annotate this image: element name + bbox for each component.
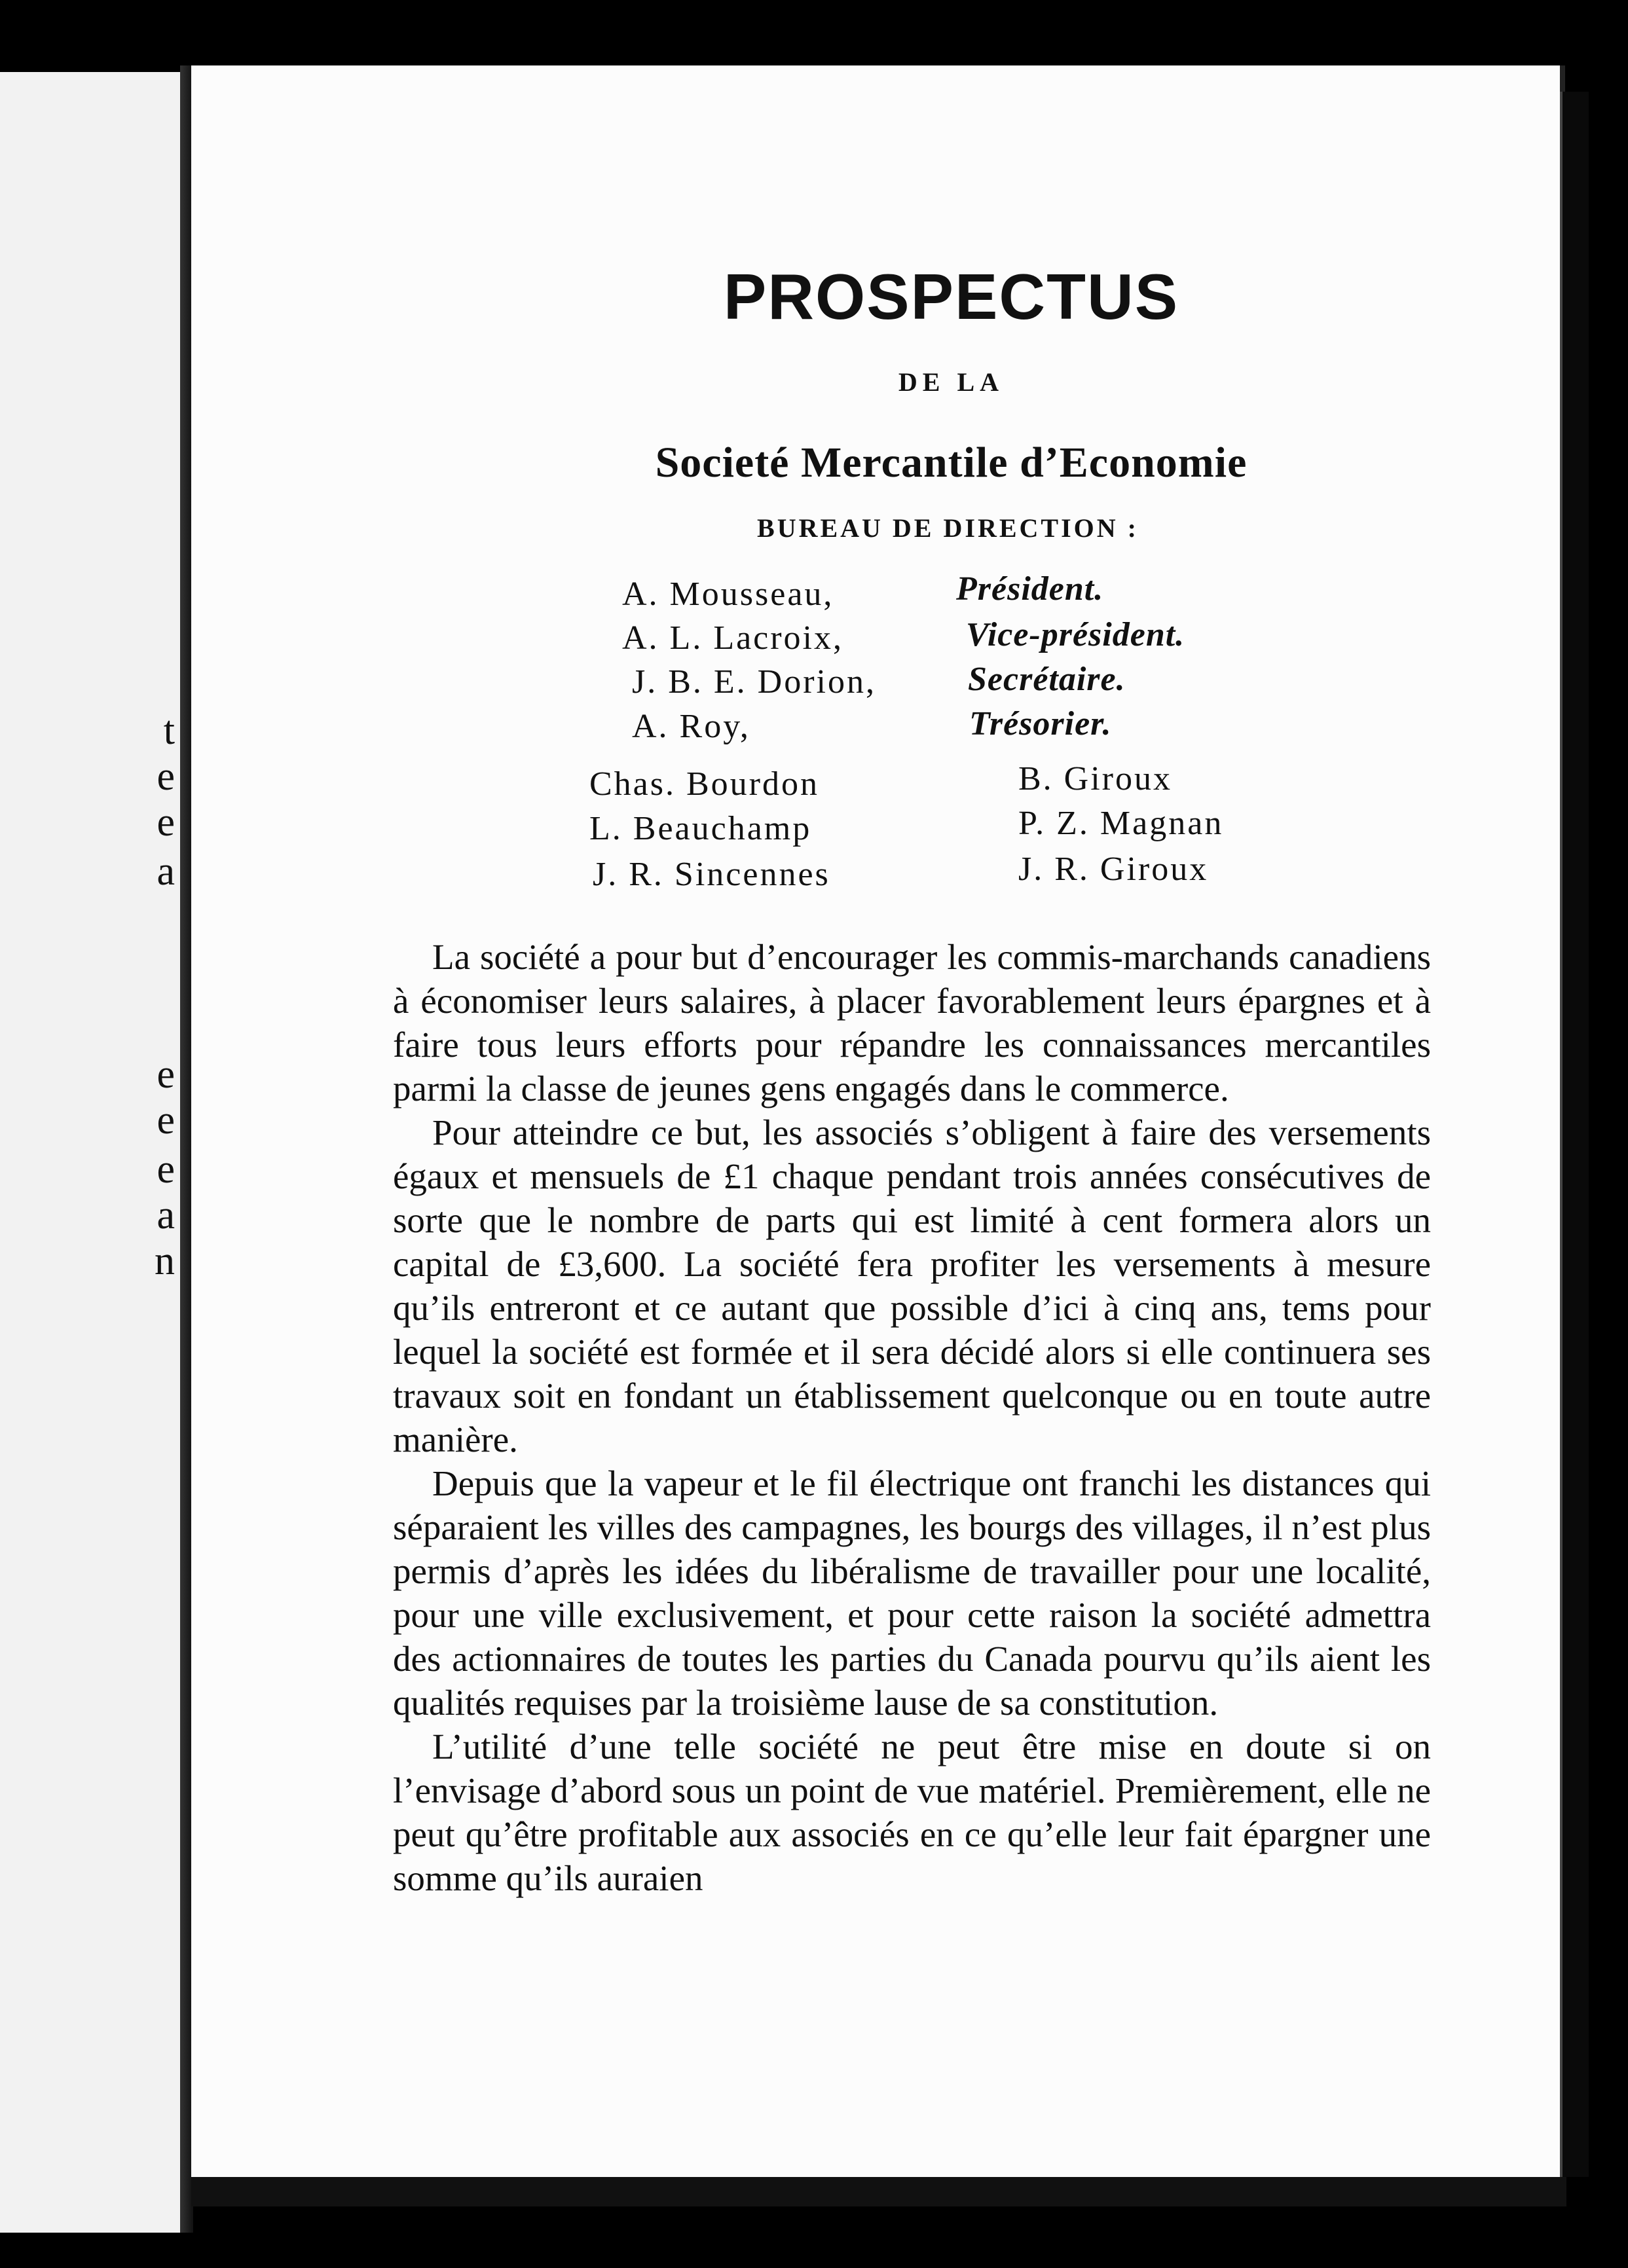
paragraph: Depuis que la vapeur et le fil électrique ont franchi les distances qui séparaient les villes des campagnes, les bourgs des villages, il n’est plus permis d’après les idées du libéralisme de travailler pour une localité, pour une ville exclusivement, et pour cette raison la société admettra des actionnaires de toutes les parties du Canada pourvu qu’ils aient les qualités requises par la troisième lause de sa constitution.	[393, 1463, 1431, 1723]
officer-role: Trésorier.	[969, 704, 1112, 742]
left-page-fragment: e	[157, 1147, 175, 1192]
officer-name: A. Roy,	[632, 707, 750, 745]
officer-role: Vice-président.	[966, 615, 1185, 653]
officer-name: J. B. E. Dorion,	[632, 663, 876, 701]
page-content	[393, 262, 1437, 1900]
paragraph: La société a pour but d’encourager les commis-marchands canadiens à économiser leurs salaires, à placer favorablement leurs épargnes et à faire tous leurs efforts pour répandre les connaissances mercantiles parmi la classe de jeunes gens engagés dans le commerce.	[393, 936, 1431, 1108]
prospectus-body	[393, 935, 1431, 1900]
paragraph: Pour atteindre ce but, les associés s’obligent à faire des versements égaux et mensuels de £1 chaque pendant trois années consécutives de sorte que le nombre de parts qui est limité à cent formera alors un capital de £3,600. La société fera profiter les versements à mesure qu’ils entreront et ce autant que possible d’ici à cinq ans, tems pour lequel la société est formée et il sera décidé alors si elle continuera ses travaux soit en fondant un établissement quelconque ou en toute autre manière.	[393, 1112, 1431, 1459]
board-member: Chas. Bourdon	[589, 765, 819, 803]
officer-name: A. Mousseau,	[622, 575, 834, 613]
board-member: B. Giroux	[1018, 759, 1172, 797]
officer-role: Président.	[956, 570, 1104, 608]
document-title: PROSPECTUS	[723, 261, 1179, 333]
page-edge	[1560, 92, 1589, 2177]
left-page-fragment: a	[157, 849, 175, 894]
officer-name: A. L. Lacroix,	[622, 619, 844, 657]
board-member: J. R. Giroux	[1018, 850, 1209, 888]
subtitle-de-la: DE LA	[898, 367, 1005, 397]
society-name: Societé Mercantile d’Economie	[655, 438, 1248, 486]
board-member: P. Z. Magnan	[1018, 804, 1224, 842]
left-page-fragment: a	[157, 1193, 175, 1237]
left-page-fragment: e	[157, 1052, 175, 1097]
board-member: L. Beauchamp	[589, 809, 812, 847]
left-page-fragment: t	[163, 708, 175, 753]
page-bottom-edge	[191, 2177, 1566, 2206]
board-member: J. R. Sincennes	[593, 855, 830, 893]
left-page-fragment: n	[155, 1239, 175, 1283]
left-page-fragment: e	[157, 754, 175, 799]
officer-role: Secrétaire.	[968, 660, 1126, 698]
left-page-fragment: e	[157, 1098, 175, 1143]
paragraph: L’utilité d’une telle société ne peut être mise en doute si on l’envisage d’abord sous un point de vue matériel. Premièrement, elle ne peut qu’être profitable aux associés en ce qu’elle leur fait épargner une somme qu’ils auraien	[393, 1726, 1431, 1898]
board-of-directors	[393, 570, 1437, 922]
bureau-heading: BUREAU DE DIRECTION :	[757, 513, 1139, 543]
left-page-edge	[0, 72, 183, 2233]
left-page-fragment: e	[157, 800, 175, 845]
